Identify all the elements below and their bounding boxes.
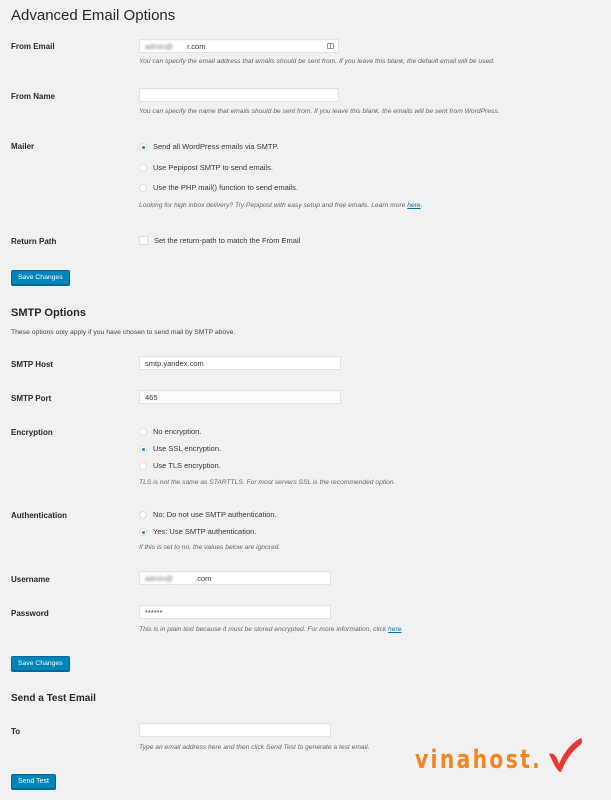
radio-icon-checked[interactable] bbox=[139, 528, 147, 536]
mailer-label: Mailer bbox=[11, 142, 35, 151]
vinahost-logo-text: vinahost. bbox=[415, 745, 543, 775]
password-description-end: . bbox=[401, 626, 404, 633]
encryption-option-tls[interactable] bbox=[139, 461, 221, 470]
radio-icon[interactable] bbox=[139, 428, 147, 436]
encryption-option-ssl[interactable] bbox=[139, 444, 221, 453]
encryption-description: TLS is not the same as STARTTLS. For most servers SSL is the recommended option. bbox=[139, 479, 396, 486]
page-title: Advanced Email Options bbox=[11, 7, 176, 24]
authentication-option-no[interactable] bbox=[139, 510, 277, 519]
radio-icon[interactable] bbox=[139, 164, 147, 172]
authentication-description: If this is set to no, the values below are ignored. bbox=[139, 544, 281, 551]
authentication-option-label: No: Do not use SMTP authentication. bbox=[153, 510, 277, 519]
radio-icon[interactable] bbox=[139, 184, 147, 192]
from-email-input[interactable] bbox=[139, 39, 339, 53]
contact-card-icon[interactable] bbox=[327, 43, 334, 49]
smtp-host-input[interactable]: smtp.yandex.com bbox=[139, 356, 341, 370]
from-email-value-suffix: r.com bbox=[187, 42, 206, 51]
from-email-value-blurred: admin@ bbox=[145, 42, 174, 51]
smtp-port-label: SMTP Port bbox=[11, 394, 52, 403]
mailer-option-smtp[interactable] bbox=[139, 142, 279, 151]
encryption-option-label: No encryption. bbox=[153, 427, 202, 436]
mailer-option-label: Send all WordPress emails via SMTP. bbox=[153, 142, 279, 151]
radio-icon[interactable] bbox=[139, 511, 147, 519]
password-description-text: This is in plain text because it must be stored encrypted. For more information, click bbox=[139, 626, 389, 633]
radio-icon-checked[interactable] bbox=[139, 445, 147, 453]
radio-icon-checked[interactable] bbox=[139, 143, 147, 151]
mailer-description-end: . bbox=[420, 202, 423, 209]
mailer-description-text: Looking for high inbox delivery? Try Pepipost with easy setup and free emails. Learn more bbox=[139, 202, 408, 209]
return-path-checkbox-label: Set the return-path to match the From Email bbox=[154, 236, 301, 245]
from-name-description: You can specify the name that emails should be sent from. If you leave this blank, the emails will be sent from WordPress. bbox=[139, 108, 500, 115]
test-to-description: Type an email address here and then click Send Test to generate a test email. bbox=[139, 744, 370, 751]
username-label: Username bbox=[11, 575, 50, 584]
to-label: To bbox=[11, 727, 21, 736]
smtp-options-intro: These options only apply if you have chosen to send mail by SMTP above. bbox=[11, 329, 236, 336]
mailer-option-label: Use Pepipost SMTP to send emails. bbox=[153, 163, 273, 172]
checkmark-icon bbox=[545, 736, 585, 776]
username-input[interactable] bbox=[139, 571, 331, 585]
mailer-option-pepipost[interactable] bbox=[139, 163, 273, 172]
password-description bbox=[139, 626, 403, 633]
encryption-label: Encryption bbox=[11, 428, 53, 437]
username-value-blurred: admin@ bbox=[145, 574, 174, 583]
checkbox-icon[interactable] bbox=[139, 236, 148, 245]
from-name-input[interactable] bbox=[139, 88, 339, 102]
send-test-heading: Send a Test Email bbox=[11, 693, 96, 704]
mailer-option-label: Use the PHP mail() function to send emails. bbox=[153, 183, 298, 192]
smtp-options-heading: SMTP Options bbox=[11, 307, 86, 319]
authentication-option-label: Yes: Use SMTP authentication. bbox=[153, 527, 257, 536]
encryption-option-label: Use TLS encryption. bbox=[153, 461, 221, 470]
mailer-description bbox=[139, 202, 423, 209]
save-changes-button-smtp[interactable]: Save Changes bbox=[11, 656, 70, 671]
password-more-info-link[interactable]: here bbox=[388, 626, 402, 633]
send-test-button[interactable]: Send Test bbox=[11, 774, 56, 789]
from-email-label: From Email bbox=[11, 42, 55, 51]
from-email-description: You can specify the email address that emails should be sent from. If you leave this blank, the default email will be used. bbox=[139, 58, 495, 65]
authentication-label: Authentication bbox=[11, 511, 67, 520]
encryption-option-label: Use SSL encryption. bbox=[153, 444, 222, 453]
radio-icon[interactable] bbox=[139, 462, 147, 470]
return-path-option[interactable] bbox=[139, 236, 300, 245]
smtp-host-label: SMTP Host bbox=[11, 360, 54, 369]
return-path-label: Return Path bbox=[11, 237, 57, 246]
authentication-option-yes[interactable] bbox=[139, 527, 256, 536]
save-changes-button[interactable]: Save Changes bbox=[11, 270, 70, 285]
username-value-suffix: .com bbox=[195, 574, 212, 583]
pepipost-learn-more-link[interactable]: here bbox=[407, 202, 421, 209]
encryption-option-none[interactable] bbox=[139, 427, 201, 436]
from-name-label: From Name bbox=[11, 92, 56, 101]
password-label: Password bbox=[11, 609, 49, 618]
mailer-option-php-mail[interactable] bbox=[139, 183, 298, 192]
smtp-port-input[interactable]: 465 bbox=[139, 390, 341, 404]
test-to-input[interactable] bbox=[139, 723, 331, 737]
password-input[interactable]: ****** bbox=[139, 605, 331, 619]
